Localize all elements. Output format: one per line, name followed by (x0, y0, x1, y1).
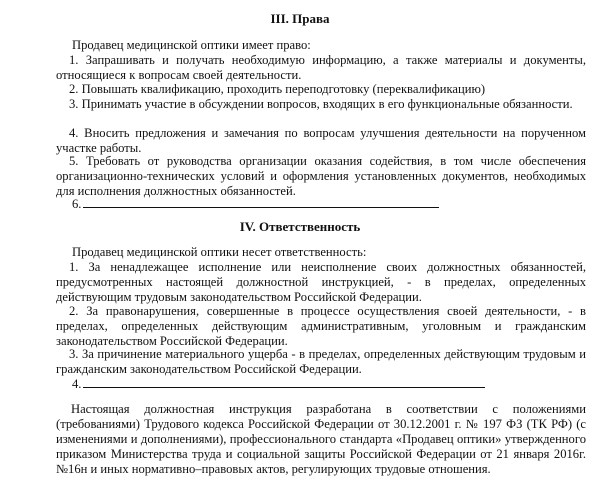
section-3-blank-line (83, 196, 439, 208)
section-4-intro: Продавец медицинской оптики несет ответственность: (72, 245, 367, 259)
section-3-item-5: 5. Требовать от руководства организации оказания содействия, в том числе обеспечения организационно-технических условий и оформления установленных документов, необходимых для исполнения должностных обязанностей. (56, 154, 586, 198)
section-4-item-4-label: 4. (72, 377, 82, 391)
section-4-item-2: 2. За правонарушения, совершенные в процессе осуществления своей деятельности, - в пределах, определенных действующим административным, уголовным и гражданским законодательством Российской Федерации. (56, 304, 586, 348)
section-4-item-3: 3. За причинение материального ущерба - в пределах, определенных действующим трудовым и гражданским законодательством Российской Федерации. (56, 347, 586, 376)
section-3-item-6 (72, 196, 439, 212)
section-3-item-6-label: 6. (72, 197, 82, 211)
closing-paragraph: Настоящая должностная инструкция разработана в соответствии с положениями (требованиями) Трудового кодекса Российской Федерации от 30.12.2001 г. № 197 ФЗ (ТК РФ) (с изменениями и дополнениями), профессионального стандарта «Продавец оптики» утвержденного приказом Министерства труда и социальной защиты Российской Федерации от 21 января 2016г. №16н и иных нормативно–правовых актов, регулирующих трудовые отношения. (56, 402, 586, 476)
section-4-heading: IV. Ответственность (239, 219, 361, 234)
section-3-item-3: 3. Принимать участие в обсуждении вопросов, входящих в его функциональные обязанности. (69, 97, 573, 111)
section-3-item-4: 4. Вносить предложения и замечания по вопросам улучшения деятельности на порученном участке работы. (56, 126, 586, 155)
section-3-item-2: 2. Повышать квалификацию, проходить переподготовку (переквалификацию) (69, 82, 486, 96)
section-3-intro: Продавец медицинской оптики имеет право: (72, 38, 311, 52)
section-3-heading: III. Права (270, 11, 330, 26)
section-3-item-1: 1. Запрашивать и получать необходимую информацию, а также материалы и документы, относящиеся к вопросам своей деятельности. (56, 53, 586, 82)
section-4-item-1: 1. За ненадлежащее исполнение или неисполнение своих должностных обязанностей, предусмотренных настоящей должностной инструкцией, - в пределах, определенных действующим трудовым законодательством Российской Федерации. (56, 260, 586, 304)
section-4-item-4 (72, 376, 485, 392)
section-4-blank-line (83, 376, 485, 388)
